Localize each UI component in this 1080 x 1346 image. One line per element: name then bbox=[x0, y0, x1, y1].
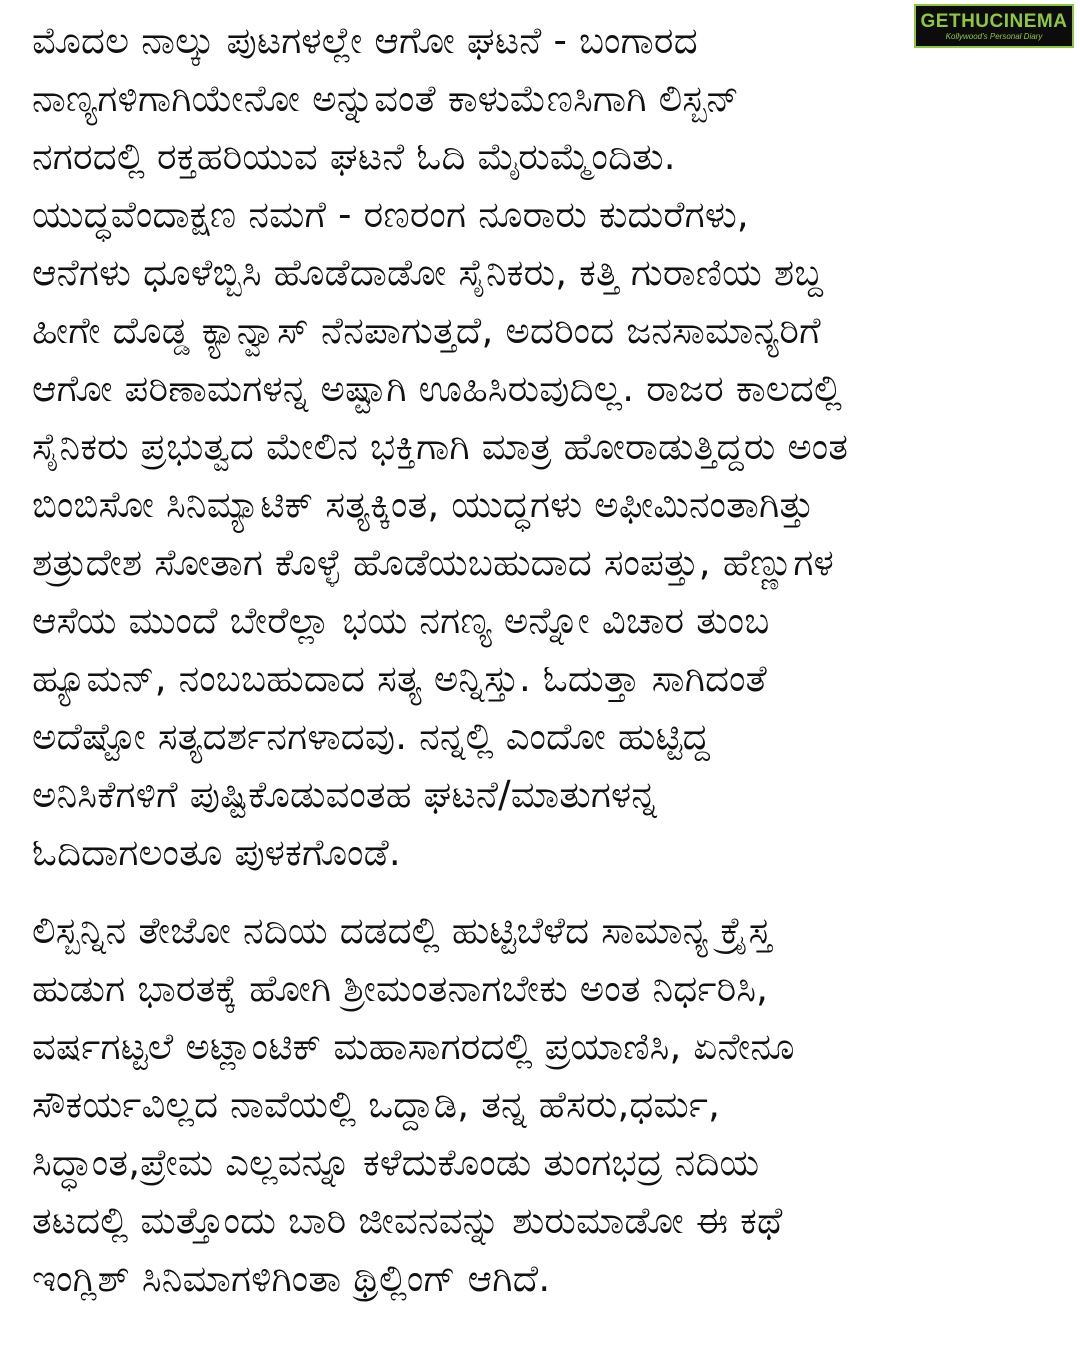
text-line: ಆಗೋ ಪರಿಣಾಮಗಳನ್ನ ಅಷ್ಟಾಗಿ ಊಹಿಸಿರುವುದಿಲ್ಲ. ರಾಜರ ಕಾಲದಲ್ಲಿ bbox=[32, 367, 843, 410]
text-line: ಆಸೆಯ ಮುಂದೆ ಬೇರೆಲ್ಲಾ ಭಯ ನಗಣ್ಯ ಅನ್ನೋ ವಿಚಾರ ತುಂಬ bbox=[32, 599, 770, 642]
text-line: ಬಿಂಬಿಸೋ ಸಿನಿಮ್ಯಾಟಿಕ್ ಸತ್ಯಕ್ಕಿಂತ, ಯುದ್ಧಗಳು ಅಫೀಮಿನಂತಾಗಿತ್ತು bbox=[32, 483, 815, 526]
text-line: ಹ್ಯೂಮನ್, ನಂಬಬಹುದಾದ ಸತ್ಯ ಅನ್ನಿಸ್ತು. ಓದುತ್ತಾ ಸಾಗಿದಂತೆ bbox=[32, 657, 767, 700]
watermark-logo bbox=[914, 4, 1074, 48]
text-line: ಮೊದಲ ನಾಲ್ಕು ಪುಟಗಳಲ್ಲೇ ಆಗೋ ಘಟನೆ - ಬಂಗಾರದ bbox=[32, 19, 698, 62]
text-line: ವರ್ಷಗಟ್ಟಲೆ ಅಟ್ಲಾಂಟಿಕ್ ಮಹಾಸಾಗರದಲ್ಲಿ ಪ್ರಯಾಣಿಸಿ, ಏನೇನೂ bbox=[32, 1025, 795, 1068]
watermark-brand: GETHUCINEMA bbox=[920, 10, 1068, 32]
text-line: ಲಿಸ್ಬನ್ನಿನ ತೇಜೋ ನದಿಯ ದಡದಲ್ಲಿ ಹುಟ್ಟಿಬೆಳೆದ ಸಾಮಾನ್ಯ ಕ್ರೈಸ್ತ bbox=[32, 909, 772, 952]
text-line: ತಟದಲ್ಲಿ ಮತ್ತೊಂದು ಬಾರಿ ಜೀವನವನ್ನು ಶುರುಮಾಡೋ ಈ ಕಥೆ bbox=[32, 1199, 783, 1242]
text-line: ಸಿದ್ಧಾಂತ,ಪ್ರೇಮ ಎಲ್ಲವನ್ನೂ ಕಳೆದುಕೊಂಡು ತುಂಗಭದ್ರ ನದಿಯ bbox=[32, 1141, 760, 1184]
text-line: ಆನೆಗಳು ಧೂಳೆಬ್ಬಿಸಿ ಹೊಡೆದಾಡೋ ಸೈನಿಕರು, ಕತ್ತಿ ಗುರಾಣಿಯ ಶಬ್ದ bbox=[32, 251, 823, 294]
text-line: ಯುದ್ಧವೆಂದಾಕ್ಷಣ ನಮಗೆ - ರಣರಂಗ ನೂರಾರು ಕುದುರೆಗಳು, bbox=[32, 193, 749, 236]
text-line: ಅದೆಷ್ಟೋ ಸತ್ಯದರ್ಶನಗಳಾದವು. ನನ್ನಲ್ಲಿ ಎಂದೋ ಹುಟ್ಟಿದ್ದ bbox=[32, 715, 711, 758]
text-line: ಅನಿಸಿಕೆಗಳಿಗೆ ಪುಷ್ಟಿಕೊಡುವಂತಹ ಘಟನೆ/ಮಾತುಗಳನ್ನ bbox=[32, 773, 658, 816]
text-line: ನಾಣ್ಯಗಳಿಗಾಗಿಯೇನೋ ಅನ್ನುವಂತೆ ಕಾಳುಮೆಣಸಿಗಾಗಿ ಲಿಸ್ಬನ್ bbox=[32, 77, 740, 120]
text-line: ಶತ್ರುದೇಶ ಸೋತಾಗ ಕೊಳ್ಳೆ ಹೊಡೆಯಬಹುದಾದ ಸಂಪತ್ತು, ಹೆಣ್ಣುಗಳ bbox=[32, 541, 834, 584]
text-line: ನಗರದಲ್ಲಿ ರಕ್ತಹರಿಯುವ ಘಟನೆ ಓದಿ ಮೈರುಮ್ಮೆಂದಿತು. bbox=[32, 135, 676, 178]
text-line: ಸೌಕರ್ಯವಿಲ್ಲದ ನಾವೆಯಲ್ಲಿ ಒದ್ದಾಡಿ, ತನ್ನ ಹೆಸರು,ಧರ್ಮ, bbox=[32, 1083, 721, 1126]
text-line: ಹೀಗೇ ದೊಡ್ಡ ಕ್ಯಾನ್ವಾಸ್ ನೆನಪಾಗುತ್ತದೆ, ಅದರಿಂದ ಜನಸಾಮಾನ್ಯರಿಗೆ bbox=[32, 309, 821, 352]
text-line: ಇಂಗ್ಲಿಶ್ ಸಿನಿಮಾಗಳಿಗಿಂತಾ ಥ್ರಿಲ್ಲಿಂಗ್ ಆಗಿದೆ. bbox=[32, 1257, 551, 1300]
watermark-tagline: Kollywood's Personal Diary bbox=[945, 31, 1043, 41]
text-line: ಓದಿದಾಗಲಂತೂ ಪುಳಕಗೊಂಡೆ. bbox=[32, 831, 401, 874]
text-line: ಹುಡುಗ ಭಾರತಕ್ಕೆ ಹೋಗಿ ಶ್ರೀಮಂತನಾಗಬೇಕು ಅಂತ ನಿರ್ಧರಿಸಿ, bbox=[32, 967, 769, 1010]
text-line: ಸೈನಿಕರು ಪ್ರಭುತ್ವದ ಮೇಲಿನ ಭಕ್ತಿಗಾಗಿ ಮಾತ್ರ ಹೋರಾಡುತ್ತಿದ್ದರು ಅಂತ bbox=[32, 425, 849, 468]
